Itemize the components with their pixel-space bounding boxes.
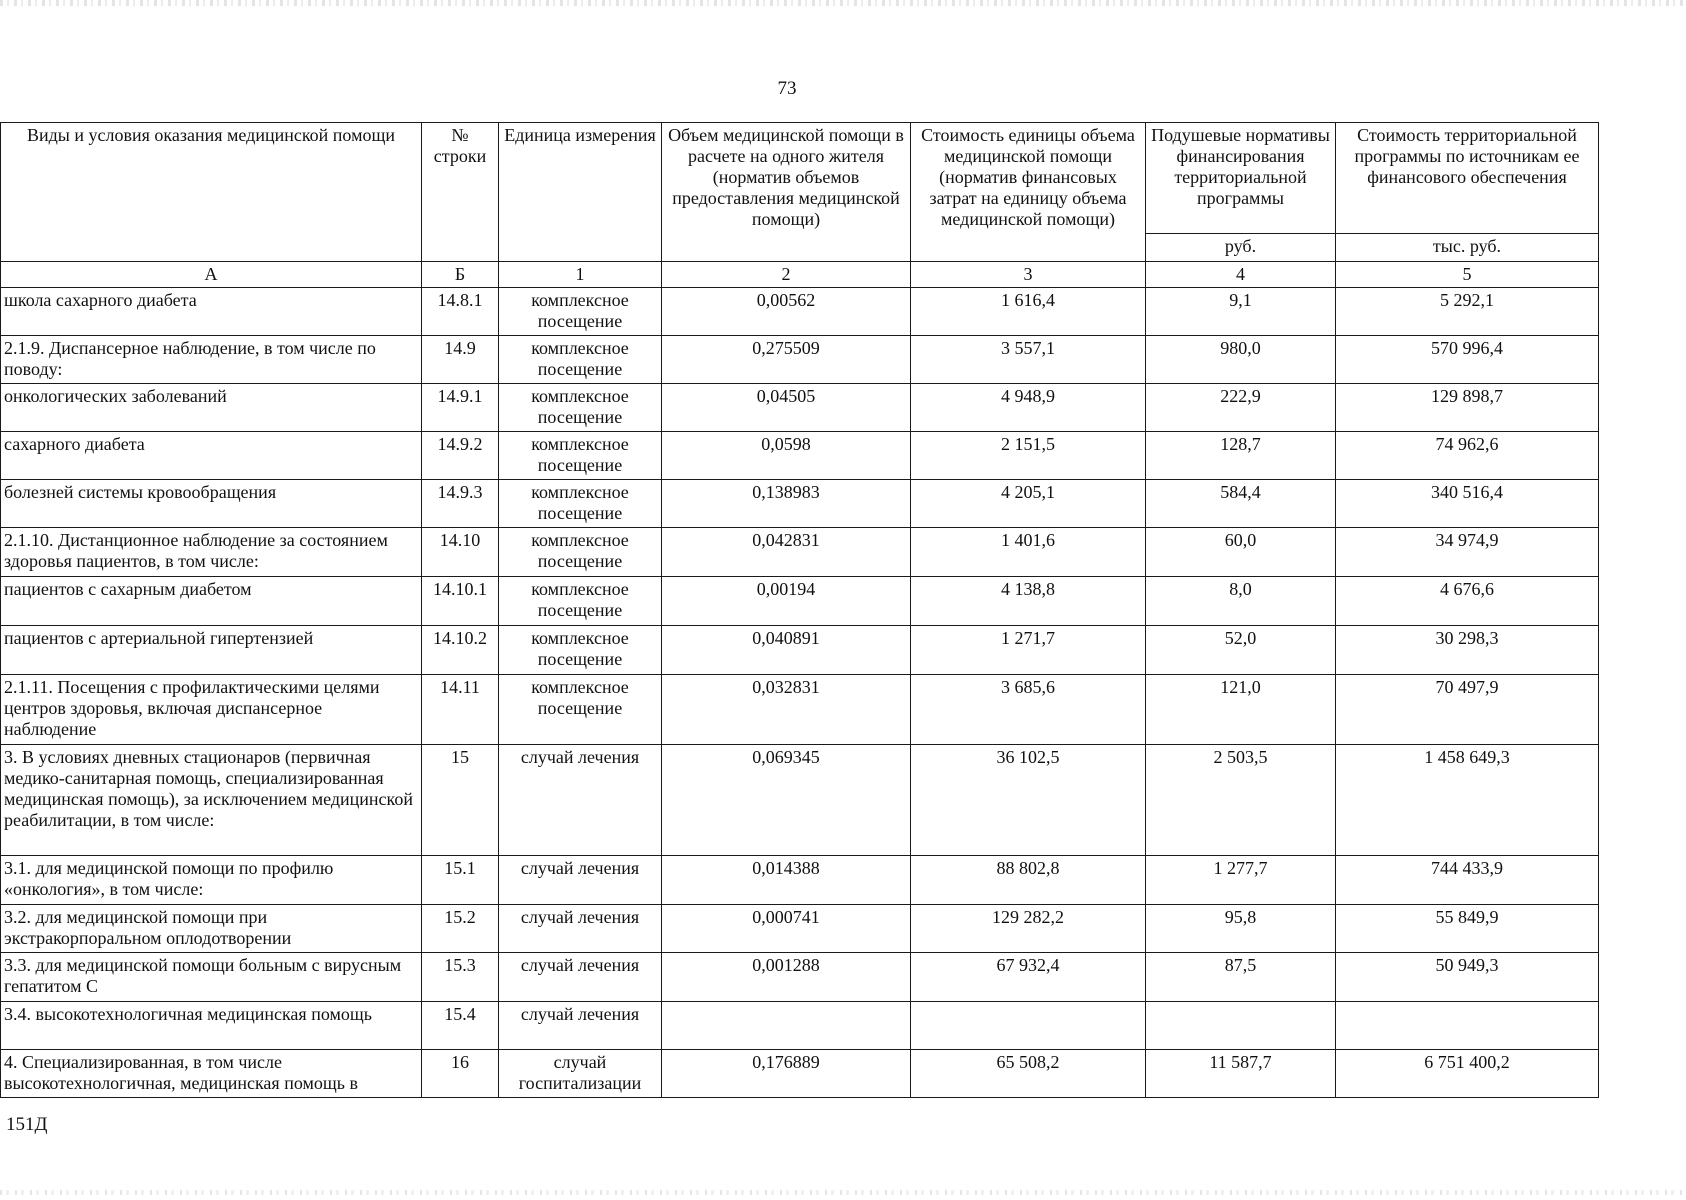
care-type-cell: 3.1. для медицинской помощи по профилю «онкология», в том числе: [1,856,422,905]
program-cost-cell: 70 497,9 [1336,675,1599,745]
row-number-cell: 15.4 [422,1002,499,1050]
per-capita-cell: 9,1 [1146,288,1336,336]
table-row [1,745,1599,856]
column-letter: 2 [662,262,911,288]
per-capita-cell: 128,7 [1146,432,1336,480]
unit-cost-cell: 4 948,9 [911,384,1146,432]
unit-cost-cell: 88 802,8 [911,856,1146,905]
per-capita-cell: 87,5 [1146,953,1336,1002]
table-row [1,856,1599,905]
unit-cell: комплексное посещение [499,577,662,626]
per-capita-cell: 980,0 [1146,336,1336,384]
table-row [1,1002,1599,1050]
volume-norm-cell: 0,00562 [662,288,911,336]
unit-cost-cell [911,1002,1146,1050]
program-cost-cell: 744 433,9 [1336,856,1599,905]
program-cost-cell: 4 676,6 [1336,577,1599,626]
care-type-cell: 2.1.10. Дистанционное наблюдение за состоянием здоровья пациентов, в том числе: [1,528,422,577]
row-number-cell: 14.11 [422,675,499,745]
row-number-cell: 14.9.3 [422,480,499,528]
care-type-cell: 3. В условиях дневных стационаров (первичная медико-санитарная помощь, специализированная медицинская помощь), за исключением медицинской реабилитации, в том числе: [1,745,422,856]
row-number-cell: 16 [422,1050,499,1098]
unit-cost-cell: 4 138,8 [911,577,1146,626]
volume-norm-cell: 0,04505 [662,384,911,432]
volume-norm-cell: 0,040891 [662,626,911,675]
unit-cost-cell: 3 557,1 [911,336,1146,384]
unit-cost-cell: 2 151,5 [911,432,1146,480]
care-type-cell: онкологических заболеваний [1,384,422,432]
program-cost-cell: 74 962,6 [1336,432,1599,480]
care-type-cell: школа сахарного диабета [1,288,422,336]
row-number-cell: 15.2 [422,905,499,953]
program-cost-cell: 570 996,4 [1336,336,1599,384]
header-volume-norm: Объем медицинской помощи в расчете на одного жителя (норматив объемов предоставления медицинской помощи) [662,123,911,262]
table-row [1,953,1599,1002]
program-cost-cell: 340 516,4 [1336,480,1599,528]
unit-cell: случай лечения [499,856,662,905]
program-cost-cell: 129 898,7 [1336,384,1599,432]
program-cost-cell [1336,1002,1599,1050]
per-capita-cell [1146,1002,1336,1050]
row-number-cell: 15 [422,745,499,856]
program-cost-cell: 30 298,3 [1336,626,1599,675]
unit-cell: случай лечения [499,953,662,1002]
care-type-cell: 2.1.11. Посещения с профилактическими целями центров здоровья, включая диспансерное наблюдение [1,675,422,745]
care-type-cell: 4. Специализированная, в том числе высокотехнологичная, медицинская помощь в [1,1050,422,1098]
header-per-capita: Подушевые нормативы финансирования территориальной программы [1146,123,1336,234]
unit-cell: случай лечения [499,905,662,953]
unit-cost-cell: 3 685,6 [911,675,1146,745]
unit-cost-cell: 4 205,1 [911,480,1146,528]
program-cost-cell: 6 751 400,2 [1336,1050,1599,1098]
per-capita-cell: 11 587,7 [1146,1050,1336,1098]
row-number-cell: 15.3 [422,953,499,1002]
program-cost-cell: 50 949,3 [1336,953,1599,1002]
unit-cost-cell: 1 271,7 [911,626,1146,675]
table-row [1,432,1599,480]
volume-norm-cell: 0,176889 [662,1050,911,1098]
unit-cell: случай лечения [499,745,662,856]
program-cost-cell: 55 849,9 [1336,905,1599,953]
per-capita-cell: 60,0 [1146,528,1336,577]
table-row [1,480,1599,528]
per-capita-cell: 222,9 [1146,384,1336,432]
volume-norm-cell: 0,0598 [662,432,911,480]
per-capita-cell: 584,4 [1146,480,1336,528]
program-cost-cell: 34 974,9 [1336,528,1599,577]
header-care-types: Виды и условия оказания медицинской помощи [1,123,422,262]
table-row [1,1050,1599,1098]
table-row [1,384,1599,432]
unit-cell: комплексное посещение [499,675,662,745]
table-row [1,905,1599,953]
row-number-cell: 14.10.1 [422,577,499,626]
per-capita-cell: 95,8 [1146,905,1336,953]
program-cost-cell: 1 458 649,3 [1336,745,1599,856]
unit-cell: случай лечения [499,1002,662,1050]
unit-cost-cell: 65 508,2 [911,1050,1146,1098]
volume-norm-cell: 0,069345 [662,745,911,856]
column-letter: 5 [1336,262,1599,288]
care-type-cell: сахарного диабета [1,432,422,480]
row-number-cell: 14.9 [422,336,499,384]
program-cost-cell: 5 292,1 [1336,288,1599,336]
unit-cell: комплексное посещение [499,528,662,577]
care-type-cell: болезней системы кровообращения [1,480,422,528]
volume-norm-cell: 0,00194 [662,577,911,626]
row-number-cell: 14.8.1 [422,288,499,336]
row-number-cell: 15.1 [422,856,499,905]
header-unit-cost: Стоимость единицы объема медицинской помощи (норматив финансовых затрат на единицу объема медицинской помощи) [911,123,1146,262]
per-capita-cell: 1 277,7 [1146,856,1336,905]
unit-cell: комплексное посещение [499,480,662,528]
volume-norm-cell [662,1002,911,1050]
unit-cell: комплексное посещение [499,384,662,432]
row-number-cell: 14.9.2 [422,432,499,480]
column-letter: 1 [499,262,662,288]
unit-cost-cell: 67 932,4 [911,953,1146,1002]
table-row [1,675,1599,745]
scan-edge-top [0,0,1686,6]
column-letter: 4 [1146,262,1336,288]
volume-norm-cell: 0,138983 [662,480,911,528]
care-type-cell: пациентов с артериальной гипертензией [1,626,422,675]
volume-norm-cell: 0,001288 [662,953,911,1002]
care-type-cell: пациентов с сахарным диабетом [1,577,422,626]
header-unit: Единица измерения [499,123,662,262]
table-row [1,528,1599,577]
table-row [1,577,1599,626]
volume-norm-cell: 0,275509 [662,336,911,384]
header-row [1,123,1599,234]
header-unit-rub: руб. [1146,234,1336,262]
column-letter: 3 [911,262,1146,288]
unit-cost-cell: 1 616,4 [911,288,1146,336]
column-letters-row [1,262,1599,288]
volume-norm-cell: 0,032831 [662,675,911,745]
unit-cost-cell: 36 102,5 [911,745,1146,856]
scan-edge-bottom [0,1190,1686,1195]
table-row [1,626,1599,675]
header-unit-thousand-rub: тыс. руб. [1336,234,1599,262]
unit-cell: случай госпитализации [499,1050,662,1098]
unit-cell: комплексное посещение [499,288,662,336]
per-capita-cell: 8,0 [1146,577,1336,626]
column-letter: А [1,262,422,288]
unit-cost-cell: 1 401,6 [911,528,1146,577]
care-type-cell: 3.2. для медицинской помощи при экстракорпоральном оплодотворении [1,905,422,953]
page-number: 73 [777,78,797,99]
form-code: 151Д [6,1114,48,1135]
column-letter: Б [422,262,499,288]
unit-cost-cell: 129 282,2 [911,905,1146,953]
unit-cell: комплексное посещение [499,626,662,675]
financing-table [0,122,1599,1098]
unit-cell: комплексное посещение [499,336,662,384]
row-number-cell: 14.10 [422,528,499,577]
per-capita-cell: 121,0 [1146,675,1336,745]
row-number-cell: 14.10.2 [422,626,499,675]
header-program-cost: Стоимость территориальной программы по источникам ее финансового обеспечения [1336,123,1599,234]
unit-cell: комплексное посещение [499,432,662,480]
table-row [1,288,1599,336]
volume-norm-cell: 0,042831 [662,528,911,577]
volume-norm-cell: 0,000741 [662,905,911,953]
care-type-cell: 3.4. высокотехнологичная медицинская помощь [1,1002,422,1050]
volume-norm-cell: 0,014388 [662,856,911,905]
care-type-cell: 2.1.9. Диспансерное наблюдение, в том числе по поводу: [1,336,422,384]
header-row-number: № строки [422,123,499,262]
table-row [1,336,1599,384]
per-capita-cell: 2 503,5 [1146,745,1336,856]
row-number-cell: 14.9.1 [422,384,499,432]
per-capita-cell: 52,0 [1146,626,1336,675]
care-type-cell: 3.3. для медицинской помощи больным с вирусным гепатитом С [1,953,422,1002]
